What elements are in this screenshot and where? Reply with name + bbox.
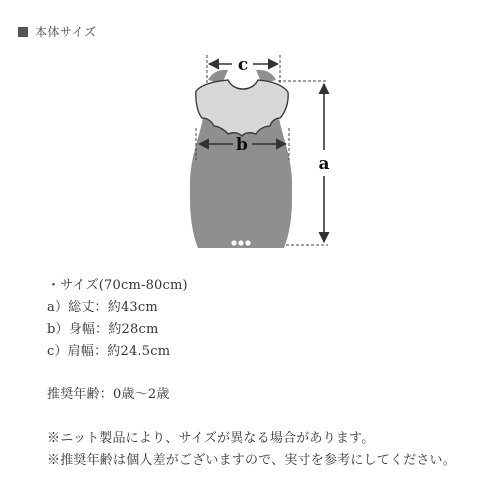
snap-buttons <box>231 240 250 245</box>
size-width: b）身幅：約28cm <box>47 322 159 337</box>
note-knit: ※ニット製品により、サイズが異なる場合があります。 <box>47 431 375 446</box>
label-b: b <box>236 135 248 155</box>
size-heading: ・サイズ(70cm-80cm) <box>47 278 188 293</box>
size-shoulder: c）肩幅：約24.5cm <box>47 344 171 359</box>
size-length: a）総丈：約43cm <box>47 300 158 315</box>
label-a: a <box>318 154 330 174</box>
label-c: c <box>237 55 249 75</box>
section-title: 本体サイズ <box>35 25 97 39</box>
note-age: ※推奨年齢は個人差がございますので、実寸を参考にしてください。 <box>47 453 456 468</box>
recommended-age: 推奨年齢：0歳〜2歳 <box>47 387 170 402</box>
